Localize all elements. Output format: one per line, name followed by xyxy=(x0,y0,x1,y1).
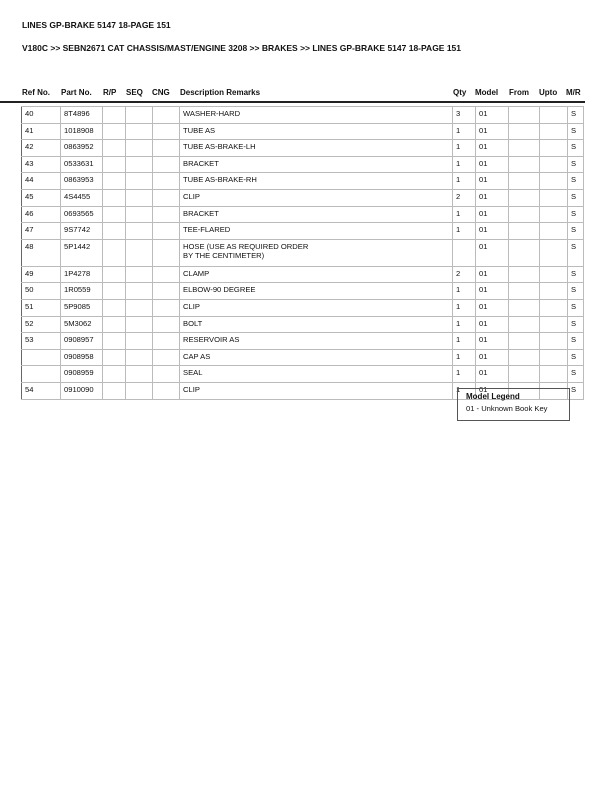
cell-seq xyxy=(126,123,153,140)
cell-seq xyxy=(126,299,153,316)
cell-from xyxy=(509,223,540,240)
cell-ref: 52 xyxy=(22,316,61,333)
cell-from xyxy=(509,316,540,333)
cell-upto xyxy=(540,239,568,266)
cell-desc: TEE-FLARED xyxy=(180,223,453,240)
cell-desc: RESERVOIR AS xyxy=(180,333,453,350)
table-row xyxy=(22,266,584,283)
cell-model: 01 xyxy=(476,349,509,366)
cell-from xyxy=(509,156,540,173)
cell-qty: 1 xyxy=(453,299,476,316)
cell-from xyxy=(509,349,540,366)
cell-seq xyxy=(126,349,153,366)
cell-model: 01 xyxy=(476,382,509,399)
cell-from xyxy=(509,140,540,157)
cell-rp xyxy=(103,189,126,206)
cell-from xyxy=(509,173,540,190)
cell-qty: 3 xyxy=(453,107,476,124)
header-divider xyxy=(0,101,585,103)
cell-qty: 1 xyxy=(453,173,476,190)
cell-mr: S xyxy=(568,123,584,140)
cell-desc: SEAL xyxy=(180,366,453,383)
cell-model: 01 xyxy=(476,266,509,283)
cell-seq xyxy=(126,140,153,157)
cell-qty: 1 xyxy=(453,206,476,223)
cell-from xyxy=(509,266,540,283)
cell-from xyxy=(509,333,540,350)
cell-upto xyxy=(540,123,568,140)
cell-from xyxy=(509,107,540,124)
cell-ref: 45 xyxy=(22,189,61,206)
cell-rp xyxy=(103,349,126,366)
cell-cng xyxy=(153,333,180,350)
cell-qty xyxy=(453,239,476,266)
column-header: Qty xyxy=(453,88,467,97)
cell-desc: BOLT xyxy=(180,316,453,333)
cell-desc: CLIP xyxy=(180,382,453,399)
cell-desc: CAP AS xyxy=(180,349,453,366)
cell-desc: CLAMP xyxy=(180,266,453,283)
cell-desc: BRACKET xyxy=(180,156,453,173)
cell-upto xyxy=(540,366,568,383)
cell-desc: TUBE AS-BRAKE-RH xyxy=(180,173,453,190)
cell-rp xyxy=(103,366,126,383)
cell-mr: S xyxy=(568,173,584,190)
table-row xyxy=(22,223,584,240)
cell-from xyxy=(509,123,540,140)
cell-desc: CLIP xyxy=(180,299,453,316)
cell-part: 5P9085 xyxy=(61,299,103,316)
cell-ref: 42 xyxy=(22,140,61,157)
table-row xyxy=(22,156,584,173)
desc-line: BY THE CENTIMETER) xyxy=(183,250,265,260)
cell-ref: 40 xyxy=(22,107,61,124)
cell-cng xyxy=(153,366,180,383)
cell-seq xyxy=(126,223,153,240)
cell-rp xyxy=(103,107,126,124)
cell-ref: 54 xyxy=(22,382,61,399)
table-row xyxy=(22,283,584,300)
cell-mr: S xyxy=(568,239,584,266)
table-row xyxy=(22,299,584,316)
cell-ref: 53 xyxy=(22,333,61,350)
cell-desc xyxy=(180,239,453,266)
cell-from xyxy=(509,206,540,223)
cell-seq xyxy=(126,316,153,333)
cell-rp xyxy=(103,223,126,240)
cell-model: 01 xyxy=(476,316,509,333)
cell-part: 0533631 xyxy=(61,156,103,173)
page-title: LINES GP-BRAKE 5147 18-PAGE 151 xyxy=(22,20,171,30)
cell-part: 0863952 xyxy=(61,140,103,157)
column-header: Part No. xyxy=(61,88,92,97)
cell-ref: 44 xyxy=(22,173,61,190)
cell-seq xyxy=(126,206,153,223)
cell-cng xyxy=(153,140,180,157)
cell-upto xyxy=(540,107,568,124)
cell-upto xyxy=(540,140,568,157)
cell-mr: S xyxy=(568,349,584,366)
cell-from xyxy=(509,299,540,316)
model-legend-title: Model Legend xyxy=(466,392,520,401)
cell-part: 8T4896 xyxy=(61,107,103,124)
cell-from xyxy=(509,366,540,383)
cell-model: 01 xyxy=(476,123,509,140)
cell-cng xyxy=(153,189,180,206)
cell-upto xyxy=(540,156,568,173)
cell-qty: 1 xyxy=(453,333,476,350)
table-row xyxy=(22,173,584,190)
cell-cng xyxy=(153,283,180,300)
cell-cng xyxy=(153,382,180,399)
cell-cng xyxy=(153,123,180,140)
cell-mr: S xyxy=(568,156,584,173)
table-row xyxy=(22,206,584,223)
cell-ref: 46 xyxy=(22,206,61,223)
model-legend-entry: 01 - Unknown Book Key xyxy=(466,404,548,413)
cell-model: 01 xyxy=(476,156,509,173)
cell-upto xyxy=(540,206,568,223)
cell-rp xyxy=(103,239,126,266)
cell-rp xyxy=(103,299,126,316)
cell-from xyxy=(509,189,540,206)
cell-part: 0908957 xyxy=(61,333,103,350)
cell-upto xyxy=(540,189,568,206)
cell-seq xyxy=(126,283,153,300)
cell-ref: 48 xyxy=(22,239,61,266)
cell-model: 01 xyxy=(476,107,509,124)
cell-desc: ELBOW-90 DEGREE xyxy=(180,283,453,300)
cell-mr: S xyxy=(568,189,584,206)
cell-qty: 1 xyxy=(453,316,476,333)
cell-upto xyxy=(540,316,568,333)
column-header: From xyxy=(509,88,529,97)
column-header: SEQ xyxy=(126,88,143,97)
cell-upto xyxy=(540,283,568,300)
cell-mr: S xyxy=(568,223,584,240)
cell-seq xyxy=(126,239,153,266)
cell-cng xyxy=(153,239,180,266)
cell-rp xyxy=(103,123,126,140)
cell-rp xyxy=(103,156,126,173)
column-header: Model xyxy=(475,88,499,97)
breadcrumb: V180C >> SEBN2671 CAT CHASSIS/MAST/ENGINE 3208 >> BRAKES >> LINES GP-BRAKE 5147 18-PAGE 151 xyxy=(22,43,462,53)
cell-qty: 1 xyxy=(453,349,476,366)
cell-cng xyxy=(153,349,180,366)
column-header: R/P xyxy=(103,88,117,97)
cell-part: 0863953 xyxy=(61,173,103,190)
table-row xyxy=(22,349,584,366)
cell-cng xyxy=(153,206,180,223)
table-row xyxy=(22,107,584,124)
cell-from xyxy=(509,283,540,300)
column-header: M/R xyxy=(566,88,581,97)
cell-seq xyxy=(126,366,153,383)
cell-upto xyxy=(540,333,568,350)
cell-part: 0910090 xyxy=(61,382,103,399)
cell-from xyxy=(509,239,540,266)
cell-part: 9S7742 xyxy=(61,223,103,240)
cell-seq xyxy=(126,156,153,173)
cell-ref: 43 xyxy=(22,156,61,173)
cell-mr: S xyxy=(568,366,584,383)
parts-table xyxy=(21,106,584,400)
cell-model: 01 xyxy=(476,206,509,223)
cell-rp xyxy=(103,382,126,399)
cell-model: 01 xyxy=(476,140,509,157)
cell-qty: 1 xyxy=(453,156,476,173)
cell-ref xyxy=(22,349,61,366)
desc-line: HOSE (USE AS REQUIRED ORDER xyxy=(183,241,309,251)
cell-part: 5M3062 xyxy=(61,316,103,333)
cell-rp xyxy=(103,316,126,333)
cell-desc: TUBE AS xyxy=(180,123,453,140)
column-header: Ref No. xyxy=(22,88,50,97)
cell-model: 01 xyxy=(476,283,509,300)
cell-mr: S xyxy=(568,299,584,316)
cell-seq xyxy=(126,173,153,190)
cell-desc: BRACKET xyxy=(180,206,453,223)
cell-upto xyxy=(540,223,568,240)
cell-part: 0908958 xyxy=(61,349,103,366)
cell-mr: S xyxy=(568,333,584,350)
cell-qty: 1 xyxy=(453,283,476,300)
cell-seq xyxy=(126,333,153,350)
cell-ref: 47 xyxy=(22,223,61,240)
cell-qty: 1 xyxy=(453,382,476,399)
cell-part: 0908959 xyxy=(61,366,103,383)
cell-cng xyxy=(153,107,180,124)
cell-mr: S xyxy=(568,140,584,157)
cell-mr: S xyxy=(568,206,584,223)
table-row xyxy=(22,189,584,206)
cell-model: 01 xyxy=(476,189,509,206)
table-row xyxy=(22,316,584,333)
cell-rp xyxy=(103,266,126,283)
cell-qty: 1 xyxy=(453,123,476,140)
cell-cng xyxy=(153,156,180,173)
cell-qty: 1 xyxy=(453,366,476,383)
cell-part: 5P1442 xyxy=(61,239,103,266)
cell-ref: 50 xyxy=(22,283,61,300)
cell-rp xyxy=(103,333,126,350)
cell-upto xyxy=(540,349,568,366)
cell-desc: TUBE AS-BRAKE-LH xyxy=(180,140,453,157)
cell-rp xyxy=(103,206,126,223)
cell-seq xyxy=(126,382,153,399)
cell-mr: S xyxy=(568,382,584,399)
table-row xyxy=(22,366,584,383)
cell-ref: 49 xyxy=(22,266,61,283)
cell-upto xyxy=(540,266,568,283)
cell-mr: S xyxy=(568,266,584,283)
cell-rp xyxy=(103,283,126,300)
cell-upto xyxy=(540,173,568,190)
cell-seq xyxy=(126,266,153,283)
cell-seq xyxy=(126,107,153,124)
cell-model: 01 xyxy=(476,299,509,316)
table-row xyxy=(22,333,584,350)
cell-desc: WASHER-HARD xyxy=(180,107,453,124)
cell-seq xyxy=(126,189,153,206)
cell-part: 0693565 xyxy=(61,206,103,223)
column-header: Upto xyxy=(539,88,558,97)
cell-cng xyxy=(153,173,180,190)
cell-model: 01 xyxy=(476,366,509,383)
cell-cng xyxy=(153,223,180,240)
cell-ref: 51 xyxy=(22,299,61,316)
cell-part: 1R0559 xyxy=(61,283,103,300)
cell-part: 4S4455 xyxy=(61,189,103,206)
table-row xyxy=(22,140,584,157)
cell-ref xyxy=(22,366,61,383)
cell-cng xyxy=(153,266,180,283)
cell-model: 01 xyxy=(476,223,509,240)
table-row xyxy=(22,123,584,140)
cell-desc: CLIP xyxy=(180,189,453,206)
cell-cng xyxy=(153,299,180,316)
cell-mr: S xyxy=(568,107,584,124)
cell-qty: 2 xyxy=(453,266,476,283)
cell-upto xyxy=(540,299,568,316)
cell-part: 1018908 xyxy=(61,123,103,140)
cell-ref: 41 xyxy=(22,123,61,140)
cell-qty: 1 xyxy=(453,223,476,240)
column-header: CNG xyxy=(152,88,170,97)
cell-model: 01 xyxy=(476,333,509,350)
cell-model: 01 xyxy=(476,239,509,266)
table-row xyxy=(22,239,584,266)
cell-model: 01 xyxy=(476,173,509,190)
column-header: Description Remarks xyxy=(180,88,261,97)
model-legend xyxy=(457,388,570,421)
cell-mr: S xyxy=(568,283,584,300)
cell-rp xyxy=(103,173,126,190)
cell-rp xyxy=(103,140,126,157)
cell-mr: S xyxy=(568,316,584,333)
cell-cng xyxy=(153,316,180,333)
cell-part: 1P4278 xyxy=(61,266,103,283)
cell-qty: 2 xyxy=(453,189,476,206)
cell-qty: 1 xyxy=(453,140,476,157)
